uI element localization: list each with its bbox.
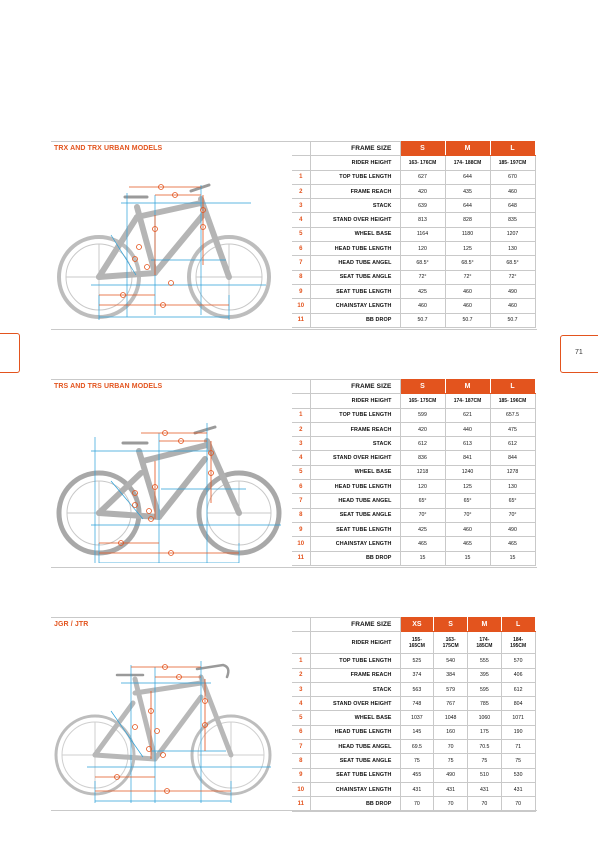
size-header: M	[445, 142, 490, 156]
row-number: 8	[292, 270, 310, 284]
row-label: SEAT TUBE LENGTH	[310, 284, 400, 298]
cell-value: 68.5°	[400, 256, 445, 270]
row-number: 10	[292, 782, 310, 796]
cell-value: 460	[445, 522, 490, 536]
cell-value: 460	[400, 299, 445, 313]
row-label: HEAD TUBE LENGTH	[310, 242, 400, 256]
cell-value: 15	[490, 551, 535, 565]
rider-height-value: 174- 185CM	[468, 632, 502, 654]
cell-value: 844	[490, 451, 535, 465]
cell-value: 431	[400, 782, 434, 796]
cell-value: 70°	[445, 508, 490, 522]
table-row	[292, 682, 535, 696]
cell-value: 69.5	[400, 740, 434, 754]
size-header: L	[490, 142, 535, 156]
table-row	[292, 551, 535, 565]
rider-height-label: RIDER HEIGHT	[310, 156, 400, 170]
geometry-section-jgr	[51, 617, 537, 812]
row-label: SEAT TUBE LENGTH	[310, 522, 400, 536]
rider-height-value: 163- 176CM	[400, 156, 445, 170]
cell-value: 68.5°	[490, 256, 535, 270]
page-number: 71	[575, 349, 583, 356]
cell-value: 460	[445, 299, 490, 313]
cell-value: 75	[468, 754, 502, 768]
section-title: TRX AND TRX URBAN MODELS	[54, 145, 163, 152]
cell-value: 612	[400, 437, 445, 451]
row-label: HEAD TUBE ANGEL	[310, 494, 400, 508]
cell-value: 130	[490, 242, 535, 256]
cell-value: 75	[400, 754, 434, 768]
row-number: 5	[292, 465, 310, 479]
table-row	[292, 740, 535, 754]
row-label: SEAT TUBE ANGLE	[310, 754, 400, 768]
rider-height-value: 163- 175CM	[434, 632, 468, 654]
rider-height-label: RIDER HEIGHT	[310, 632, 400, 654]
cell-value: 836	[400, 451, 445, 465]
cell-value: 160	[434, 725, 468, 739]
table-row	[292, 256, 535, 270]
size-header: L	[490, 380, 535, 394]
cell-value: 627	[400, 170, 445, 184]
rider-height-row	[292, 156, 535, 170]
rider-height-row	[292, 632, 535, 654]
row-label: HEAD TUBE LENGTH	[310, 725, 400, 739]
table-row	[292, 184, 535, 198]
cell-value: 455	[400, 768, 434, 782]
cell-value: 70	[434, 740, 468, 754]
cell-value: 644	[445, 170, 490, 184]
row-label: TOP TUBE LENGTH	[310, 654, 400, 668]
table-row	[292, 480, 535, 494]
left-page-tab	[0, 333, 20, 373]
cell-value: 65°	[490, 494, 535, 508]
row-number: 10	[292, 299, 310, 313]
row-label: TOP TUBE LENGTH	[310, 408, 400, 422]
cell-value: 70	[468, 797, 502, 811]
table-row	[292, 797, 535, 811]
cell-value: 1060	[468, 711, 502, 725]
frame-size-label: FRAME SIZE	[310, 142, 400, 156]
row-number: 8	[292, 508, 310, 522]
rider-height-value: 174- 187CM	[445, 394, 490, 408]
cell-value: 130	[490, 480, 535, 494]
rider-height-value: 185- 196CM	[490, 394, 535, 408]
section-title: TRS AND TRS URBAN MODELS	[54, 383, 163, 390]
row-label: FRAME REACH	[310, 422, 400, 436]
cell-value: 120	[400, 242, 445, 256]
cell-value: 425	[400, 522, 445, 536]
row-number: 4	[292, 451, 310, 465]
row-number: 7	[292, 256, 310, 270]
cell-value: 767	[434, 697, 468, 711]
cell-value: 621	[445, 408, 490, 422]
row-number: 9	[292, 768, 310, 782]
cell-value: 145	[400, 725, 434, 739]
rider-height-row	[292, 394, 535, 408]
table-row	[292, 313, 535, 327]
cell-value: 670	[490, 170, 535, 184]
row-label: HEAD TUBE LENGTH	[310, 480, 400, 494]
cell-value: 395	[468, 668, 502, 682]
cell-value: 420	[400, 184, 445, 198]
table-row	[292, 465, 535, 479]
size-header: S	[400, 380, 445, 394]
row-number: 5	[292, 711, 310, 725]
rider-height-value: 165- 175CM	[400, 394, 445, 408]
table-row	[292, 768, 535, 782]
cell-value: 75	[501, 754, 535, 768]
row-label: STAND OVER HEIGHT	[310, 697, 400, 711]
row-number: 11	[292, 551, 310, 565]
cell-value: 50.7	[445, 313, 490, 327]
cell-value: 612	[501, 682, 535, 696]
cell-value: 65°	[400, 494, 445, 508]
table-row	[292, 522, 535, 536]
cell-value: 406	[501, 668, 535, 682]
row-label: WHEEL BASE	[310, 465, 400, 479]
cell-value: 525	[400, 654, 434, 668]
cell-value: 15	[445, 551, 490, 565]
size-header: L	[501, 618, 535, 632]
section-bottom-rule	[51, 329, 537, 330]
row-number: 3	[292, 682, 310, 696]
size-header: M	[468, 618, 502, 632]
cell-value: 120	[400, 480, 445, 494]
row-number: 3	[292, 199, 310, 213]
cell-value: 70.5	[468, 740, 502, 754]
cell-value: 490	[490, 522, 535, 536]
geometry-table	[292, 141, 536, 328]
table-row	[292, 437, 535, 451]
cell-value: 748	[400, 697, 434, 711]
cell-value: 460	[445, 284, 490, 298]
cell-value: 475	[490, 422, 535, 436]
cell-value: 1218	[400, 465, 445, 479]
geometry-section-trs	[51, 379, 537, 569]
row-number: 6	[292, 242, 310, 256]
cell-value: 841	[445, 451, 490, 465]
row-label: SEAT TUBE LENGTH	[310, 768, 400, 782]
row-label: BB DROP	[310, 313, 400, 327]
cell-value: 431	[501, 782, 535, 796]
row-label: SEAT TUBE ANGLE	[310, 508, 400, 522]
table-row	[292, 654, 535, 668]
cell-value: 644	[445, 199, 490, 213]
cell-value: 579	[434, 682, 468, 696]
cell-value: 804	[501, 697, 535, 711]
row-label: HEAD TUBE ANGEL	[310, 740, 400, 754]
table-row	[292, 782, 535, 796]
cell-value: 1164	[400, 227, 445, 241]
cell-value: 374	[400, 668, 434, 682]
cell-value: 70°	[400, 508, 445, 522]
cell-value: 68.5°	[445, 256, 490, 270]
row-number: 4	[292, 213, 310, 227]
rider-height-value: 184- 195CM	[501, 632, 535, 654]
cell-value: 435	[445, 184, 490, 198]
table-row	[292, 668, 535, 682]
section-title: JGR / JTR	[54, 621, 89, 628]
size-header: S	[434, 618, 468, 632]
row-number: 1	[292, 408, 310, 422]
cell-value: 440	[445, 422, 490, 436]
row-label: STACK	[310, 437, 400, 451]
table-row	[292, 754, 535, 768]
row-label: BB DROP	[310, 551, 400, 565]
row-label: CHAINSTAY LENGTH	[310, 782, 400, 796]
cell-value: 490	[434, 768, 468, 782]
cell-value: 71	[501, 740, 535, 754]
bike-geometry-illustration	[51, 393, 306, 563]
cell-value: 1037	[400, 711, 434, 725]
cell-value: 1278	[490, 465, 535, 479]
row-label: TOP TUBE LENGTH	[310, 170, 400, 184]
geometry-table	[292, 379, 536, 566]
row-label: STACK	[310, 682, 400, 696]
row-number: 9	[292, 284, 310, 298]
rider-height-value: 155- 165CM	[400, 632, 434, 654]
cell-value: 1048	[434, 711, 468, 725]
section-bottom-rule	[51, 810, 537, 811]
row-label: HEAD TUBE ANGEL	[310, 256, 400, 270]
table-row	[292, 299, 535, 313]
row-number: 2	[292, 184, 310, 198]
cell-value: 15	[400, 551, 445, 565]
row-label: BB DROP	[310, 797, 400, 811]
cell-value: 50.7	[490, 313, 535, 327]
row-number: 11	[292, 797, 310, 811]
table-row	[292, 537, 535, 551]
table-row	[292, 213, 535, 227]
cell-value: 465	[490, 537, 535, 551]
cell-value: 1180	[445, 227, 490, 241]
row-label: CHAINSTAY LENGTH	[310, 537, 400, 551]
cell-value: 72°	[445, 270, 490, 284]
table-row	[292, 270, 535, 284]
table-row	[292, 227, 535, 241]
size-header: S	[400, 142, 445, 156]
cell-value: 190	[501, 725, 535, 739]
cell-value: 510	[468, 768, 502, 782]
cell-value: 785	[468, 697, 502, 711]
frame-size-label: FRAME SIZE	[310, 380, 400, 394]
row-number: 7	[292, 494, 310, 508]
cell-value: 125	[445, 242, 490, 256]
cell-value: 70°	[490, 508, 535, 522]
row-label: CHAINSTAY LENGTH	[310, 299, 400, 313]
cell-value: 595	[468, 682, 502, 696]
cell-value: 540	[434, 654, 468, 668]
bike-geometry-illustration	[51, 155, 306, 325]
geometry-section-trx	[51, 141, 537, 331]
row-label: WHEEL BASE	[310, 711, 400, 725]
row-label: STAND OVER HEIGHT	[310, 451, 400, 465]
cell-value: 65°	[445, 494, 490, 508]
geometry-table	[292, 617, 536, 812]
table-row	[292, 422, 535, 436]
row-number: 6	[292, 480, 310, 494]
row-label: FRAME REACH	[310, 668, 400, 682]
cell-value: 465	[445, 537, 490, 551]
table-row	[292, 284, 535, 298]
row-number: 11	[292, 313, 310, 327]
cell-value: 72°	[490, 270, 535, 284]
table-row	[292, 725, 535, 739]
size-header: M	[445, 380, 490, 394]
table-row	[292, 711, 535, 725]
cell-value: 72°	[400, 270, 445, 284]
rider-height-label: RIDER HEIGHT	[310, 394, 400, 408]
section-rule	[51, 617, 311, 618]
cell-value: 530	[501, 768, 535, 782]
frame-size-header-row	[292, 142, 535, 156]
row-number: 3	[292, 437, 310, 451]
row-number: 7	[292, 740, 310, 754]
cell-value: 835	[490, 213, 535, 227]
cell-value: 75	[434, 754, 468, 768]
cell-value: 1207	[490, 227, 535, 241]
cell-value: 1240	[445, 465, 490, 479]
row-number: 10	[292, 537, 310, 551]
bike-geometry-illustration	[51, 631, 306, 806]
table-row	[292, 451, 535, 465]
row-label: FRAME REACH	[310, 184, 400, 198]
cell-value: 1071	[501, 711, 535, 725]
cell-value: 70	[400, 797, 434, 811]
cell-value: 70	[501, 797, 535, 811]
section-bottom-rule	[51, 567, 537, 568]
row-label: WHEEL BASE	[310, 227, 400, 241]
cell-value: 384	[434, 668, 468, 682]
table-row	[292, 494, 535, 508]
cell-value: 125	[445, 480, 490, 494]
cell-value: 612	[490, 437, 535, 451]
size-header: XS	[400, 618, 434, 632]
table-row	[292, 199, 535, 213]
rider-height-value: 185- 197CM	[490, 156, 535, 170]
cell-value: 175	[468, 725, 502, 739]
row-number: 2	[292, 668, 310, 682]
row-number: 5	[292, 227, 310, 241]
frame-size-header-row	[292, 380, 535, 394]
table-row	[292, 408, 535, 422]
cell-value: 490	[490, 284, 535, 298]
row-label: SEAT TUBE ANGLE	[310, 270, 400, 284]
row-number: 8	[292, 754, 310, 768]
section-rule	[51, 141, 311, 142]
cell-value: 460	[490, 184, 535, 198]
row-number: 1	[292, 170, 310, 184]
row-number: 1	[292, 654, 310, 668]
cell-value: 431	[434, 782, 468, 796]
cell-value: 70	[434, 797, 468, 811]
table-row	[292, 242, 535, 256]
cell-value: 648	[490, 199, 535, 213]
cell-value: 465	[400, 537, 445, 551]
cell-value: 563	[400, 682, 434, 696]
table-row	[292, 170, 535, 184]
frame-size-header-row	[292, 618, 535, 632]
cell-value: 50.7	[400, 313, 445, 327]
row-label: STAND OVER HEIGHT	[310, 213, 400, 227]
cell-value: 599	[400, 408, 445, 422]
cell-value: 555	[468, 654, 502, 668]
cell-value: 460	[490, 299, 535, 313]
cell-value: 570	[501, 654, 535, 668]
row-number: 4	[292, 697, 310, 711]
row-number: 6	[292, 725, 310, 739]
row-number: 2	[292, 422, 310, 436]
cell-value: 613	[445, 437, 490, 451]
rider-height-value: 174- 188CM	[445, 156, 490, 170]
table-row	[292, 697, 535, 711]
cell-value: 828	[445, 213, 490, 227]
section-rule	[51, 379, 311, 380]
cell-value: 657.5	[490, 408, 535, 422]
row-number: 9	[292, 522, 310, 536]
frame-size-label: FRAME SIZE	[310, 618, 400, 632]
cell-value: 813	[400, 213, 445, 227]
row-label: STACK	[310, 199, 400, 213]
cell-value: 425	[400, 284, 445, 298]
table-row	[292, 508, 535, 522]
cell-value: 639	[400, 199, 445, 213]
cell-value: 431	[468, 782, 502, 796]
cell-value: 420	[400, 422, 445, 436]
